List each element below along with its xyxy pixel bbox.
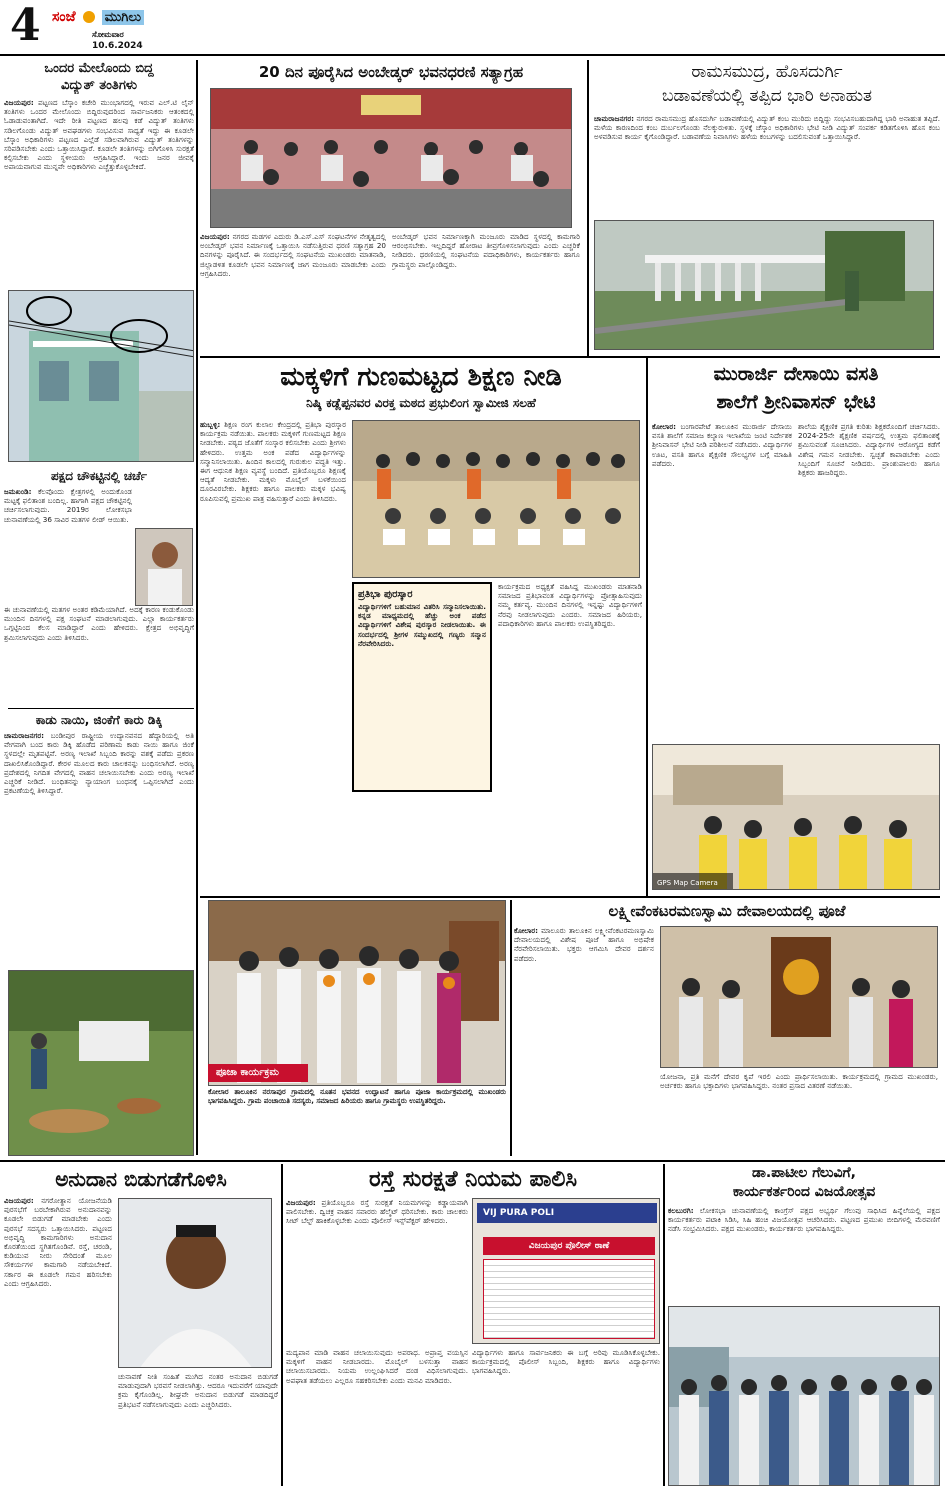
article-discussion (4, 468, 194, 708)
article-discussion-body: ಜಮಖಂಡಿ: ಕೆಲವೊಂದು ಕ್ಷೇತ್ರಗಳಲ್ಲಿ ಅಂದುಕೊಂಡ ಮಟ್ಟಕ್ಕೆ ಫಲಿತಾಂಶ ಬಂದಿಲ್ಲ. ಹಾಗಾಗಿ ಪಕ್ಷದ ಚೌಕಟ್ಟಿನಲ್ಲಿ ಚರ್ಚಿಸಲಾಗುವುದು. 2019ರ ಲೋಕಸಭಾ ಚುನಾವಣೆಯಲ್ಲಿ 36 ಸಾವಿರ ಮತಗಳ ಲೀಡ್ ಆಯಿತು. (4, 487, 132, 524)
photo-house-wires (8, 290, 194, 462)
divider (0, 1160, 945, 1162)
photo-temple (660, 926, 938, 1068)
masthead-day: ಸೋಮವಾರ (92, 30, 124, 39)
article-grant-title: ಅನುದಾನ ಬಿಡುಗಡೆಗೊಳಿಸಿ (55, 1167, 227, 1191)
article-patil-title: ಡಾ.ಪಾಟೀಲ ಗೆಲುವಿಗೆ, (752, 1165, 856, 1181)
article-road-body: ವಿಜಯಪುರ: ಪ್ರತಿಯೊಬ್ಬರೂ ರಸ್ತೆ ಸುರಕ್ಷತೆ ನಿಯಮಗಳನ್ನು ಕಡ್ಡಾಯವಾಗಿ ಪಾಲಿಸಬೇಕು. ದ್ವಿಚಕ್ರ ವಾಹನ ಸವಾರರು ಹೆಲ್ಮೆಟ್ ಧರಿಸಬೇಕು. ಕಾರು ಚಾಲಕರು ಸೀಟ್ ಬೆಲ್ಟ್ ಹಾಕಿಕೊಳ್ಳಬೇಕು ಎಂದು ಪೊಲೀಸ್ ಇನ್ಸ್‌ಪೆಕ್ಟರ್ ಹೇಳಿದರು. (286, 1198, 468, 1226)
photo-leader-portrait (118, 1198, 272, 1368)
article-hostel (652, 360, 940, 890)
police-banner-list (483, 1259, 655, 1339)
article-wire-title: ಒಂದರ ಮೇಲೊಂದು ಬಿದ್ದ (44, 61, 154, 76)
article-education-body: ಹುಬ್ಬಳ್ಳಿ: ಶಿಕ್ಷಣ ರಂಗ ಕುಲಾಲ ಕೇಂದ್ರದಲ್ಲಿ ಪ್ರತಿಭಾ ಪುರಸ್ಕಾರ ಕಾರ್ಯಕ್ರಮ ನಡೆಯಿತು. ಪಾಲಕರು ಮಕ್ಕಳಿಗೆ ಗುಣಮಟ್ಟದ ಶಿಕ್ಷಣ ನೀಡಬೇಕು. ಪಠ್ಯದ ಜೊತೆಗೆ ಸಂಸ್ಕಾರ ಕಲಿಸಬೇಕು ಎಂದು ಶ್ರೀಗಳು ಹೇಳಿದರು. ಉತ್ತಮ ಅಂಕ ಪಡೆದ ವಿದ್ಯಾರ್ಥಿಗಳನ್ನು ಸನ್ಮಾನಿಸಲಾಯಿತು. ಹಿಂದಿನ ಕಾಲದಲ್ಲಿ ಗುರುಕುಲ ಪದ್ಧತಿ ಇತ್ತು. ಈಗ ಆಧುನಿಕ ಶಿಕ್ಷಣ ವ್ಯವಸ್ಥೆ ಬಂದಿದೆ. ಪ್ರತಿಯೊಬ್ಬರೂ ಶಿಕ್ಷಣಕ್ಕೆ ಆದ್ಯತೆ ನೀಡಬೇಕು. ಮಕ್ಕಳು ಮೊಬೈಲ್ ಬಳಕೆಯಿಂದ ದೂರವಿರಬೇಕು. ಶಿಕ್ಷಕರು ಹಾಗೂ ಪಾಲಕರು ಮಕ್ಕಳ ಭವಿಷ್ಯ ರೂಪಿಸುವಲ್ಲಿ ಪ್ರಮುಖ ಪಾತ್ರ ವಹಿಸುತ್ತಾರೆ ಎಂದು ತಿಳಿಸಿದರು. (200, 420, 346, 503)
photo-car-animals (8, 970, 194, 1156)
article-ramasamudra-title: ರಾಮಸಮುದ್ರ, ಹೊಸದುರ್ಗಿ (691, 62, 843, 82)
article-education-subtitle: ನಿಷ್ಕಿ ಕಡ್ಲೆಪ್ಪನವರ ವಿರಕ್ತ ಮಠದ ಪ್ರಭುಲಿಂಗ ಸ್ವಾಮೀಜಿ ಸಲಹೆ (306, 396, 536, 410)
article-patil-body: ಕಲಬುರಗಿ: ಲೋಕಸಭಾ ಚುನಾವಣೆಯಲ್ಲಿ ಕಾಂಗ್ರೆಸ್ ಪಕ್ಷದ ಅಭ್ಯರ್ಥಿ ಗೆಲುವು ಸಾಧಿಸಿದ ಹಿನ್ನೆಲೆಯಲ್ಲಿ ಪಕ್ಷದ ಕಾರ್ಯಕರ್ತರು ಪಟಾಕಿ ಸಿಡಿಸಿ, ಸಿಹಿ ಹಂಚಿ ವಿಜಯೋತ್ಸವ ಆಚರಿಸಿದರು. ಪಟ್ಟಣದ ಪ್ರಮುಖ ಬೀದಿಗಳಲ್ಲಿ ಮೆರವಣಿಗೆ ನಡೆಸಿ ಸಂಭ್ರಮಿಸಿದರು. ಪಕ್ಷದ ಮುಖಂಡರು, ಕಾರ್ಯಕರ್ತರು ಭಾಗವಹಿಸಿದ್ದರು. (668, 1206, 940, 1234)
education-highlight-box (352, 582, 492, 792)
masthead (0, 0, 945, 56)
article-road-body-3: ವಿದ್ಯಾರ್ಥಿಗಳು ಹಾಗೂ ಸಾರ್ವಜನಿಕರು ಈ ಬಗ್ಗೆ ಅರಿವು ಮೂಡಿಸಿಕೊಳ್ಳಬೇಕು. ಕಾರ್ಯಕ್ರಮದಲ್ಲಿ ಪೊಲೀಸ್ ಸಿಬ್ಬಂದಿ, ಶಿಕ್ಷಕರು ಹಾಗೂ ವಿದ್ಯಾರ್ಥಿಗಳು ಭಾಗವಹಿಸಿದ್ದರು. (472, 1348, 660, 1376)
article-ramasamudra (594, 60, 940, 356)
column-divider (587, 60, 589, 356)
divider (200, 356, 940, 358)
masthead-rule (0, 54, 945, 56)
article-grant-body-2: ಚುನಾವಣೆ ನೀತಿ ಸಂಹಿತೆ ಮುಗಿದ ನಂತರ ಅನುದಾನ ಬಿಡುಗಡೆ ಮಾಡುವುದಾಗಿ ಭರವಸೆ ನೀಡಲಾಗಿತ್ತು. ಆದರೂ ಇದುವರೆಗೆ ಯಾವುದೇ ಕ್ರಮ ಕೈಗೊಂಡಿಲ್ಲ. ಶೀಘ್ರವೇ ಅನುದಾನ ಬಿಡುಗಡೆ ಮಾಡದಿದ್ದರೆ ಪ್ರತಿಭಟನೆ ನಡೆಸಲಾಗುವುದು ಎಂದು ಎಚ್ಚರಿಸಿದರು. (118, 1372, 278, 1409)
police-banner-heading: ವಿಜಯಪುರ ಪೊಲೀಸ್ ಠಾಣೆ (483, 1237, 655, 1255)
police-sign (477, 1203, 657, 1223)
article-wire (4, 60, 194, 288)
article-road-title: ರಸ್ತೆ ಸುರಕ್ಷತೆ ನಿಯಮ ಪಾಲಿಸಿ (368, 1167, 578, 1192)
pooja-banner (208, 1064, 308, 1082)
highlight-box-body: ವಿದ್ಯಾರ್ಥಿಗಳಿಗೆ ಬಹುಮಾನ ವಿತರಿಸಿ ಸನ್ಮಾನಿಸಲಾಯಿತು. ಕನ್ನಡ ಮಾಧ್ಯಮದಲ್ಲಿ ಹೆಚ್ಚು ಅಂಕ ಪಡೆದ ವಿದ್ಯಾರ್ಥಿಗಳಿಗೆ ವಿಶೇಷ ಪುರಸ್ಕಾರ ನೀಡಲಾಯಿತು. ಈ ಸಂದರ್ಭದಲ್ಲಿ ಶ್ರೀಗಳ ಸಮ್ಮುಖದಲ್ಲಿ ಗಣ್ಯರು ಸನ್ಮಾನ ನೆರವೇರಿಸಿದರು. (358, 602, 486, 648)
column-divider (281, 1164, 283, 1486)
article-wire-body: ವಿಜಯಪುರ: ಪಟ್ಟಣದ ಬೆಸ್ಕಾಂ ಕಚೇರಿ ಮುಂಭಾಗದಲ್ಲಿ ಇರುವ ಎಲ್.ಟಿ ಲೈನ್ ತಂತಿಗಳು ಒಂದರ ಮೇಲೊಂದು ಬಿದ್ದಿರುವುದರಿಂದ ಸಾರ್ವಜನಿಕರು ಆತಂಕದಲ್ಲಿ ಓಡಾಡುವಂತಾಗಿದೆ. ಇದೇ ರೀತಿ ಪಟ್ಟಣದ ಹಲವು ಕಡೆ ವಿದ್ಯುತ್ ತಂತಿಗಳು ಸಡಿಲಗೊಂಡು ವಿದ್ಯುತ್ ಅವಘಡಗಳು ಸಂಭವಿಸುವ ಸಾಧ್ಯತೆ ಇದ್ದು ಈ ಕೂಡಲೇ ಬೆಸ್ಕಾಂ ಅಧಿಕಾರಿಗಳು ಪಟ್ಟಣದ ಎಲ್ಲೆಡೆ ಸಡಿಲವಾಗಿರುವ ವಿದ್ಯುತ್ ತಂತಿಗಳನ್ನು ಸರಿಪಡಿಸಬೇಕು ಎಂದು ಒತ್ತಾಯಿಸಿದ್ದಾರೆ. ಕೂಡಲೇ ತಂತಿಗಳನ್ನು ಬಿಗಿಗೊಳಿಸಿ ಸುರಕ್ಷತೆ ಕಲ್ಪಿಸಬೇಕು ಎಂದು ಸ್ಥಳೀಯರು ಆಗ್ರಹಿಸಿದ್ದಾರೆ. ಇಂದು ಜನರ ಜೀವಕ್ಕೆ ಅಪಾಯವಾಗುವ ಮುನ್ನವೇ ಅಧಿಕಾರಿಗಳು ಎಚ್ಚೆತ್ತುಕೊಳ್ಳಬೇಕಿದೆ. (4, 98, 194, 172)
pooja-banner-label: ಪೂಜಾ ಕಾರ್ಯಕ್ರಮ (216, 1067, 279, 1078)
brand-name-2: ಮುಗಿಲು (102, 10, 144, 25)
divider (8, 708, 194, 709)
article-satyagraha-title: 20 ದಿನ ಪೂರೈಸಿದ ಅಂಬೇಡ್ಕರ್ ಭವನಧರಣಿ ಸತ್ಯಾಗ್ರಹ (258, 63, 524, 81)
article-satyagraha-body-2: ಅಂಬೇಡ್ಕರ್ ಭವನ ನಿರ್ಮಾಣಕ್ಕಾಗಿ ಮಂಜೂರು ಮಾಡಿದ ಸ್ಥಳದಲ್ಲಿ ಕಾಮಗಾರಿ ಆರಂಭಿಸಬೇಕು. ಇಲ್ಲದಿದ್ದರೆ ಹೋರಾಟ ತೀವ್ರಗೊಳಿಸಲಾಗುವುದು ಎಂದು ಎಚ್ಚರಿಕೆ ನೀಡಿದರು. ಧರಣಿಯಲ್ಲಿ ಸಂಘಟನೆಯ ಪದಾಧಿಕಾರಿಗಳು, ಕಾರ್ಯಕರ್ತರು ಹಾಗೂ ಗ್ರಾಮಸ್ಥರು ಪಾಲ್ಗೊಂಡಿದ್ದರು. (392, 232, 580, 269)
masthead-date: 10.6.2024 (92, 41, 143, 51)
article-wire-title-2: ವಿದ್ಯುತ್ ತಂತಿಗಳು (60, 78, 138, 93)
article-satyagraha (200, 60, 582, 350)
article-ramasamudra-title-2: ಬಡಾವಣೆಯಲ್ಲಿ ತಪ್ಪಿದ ಭಾರಿ ಅನಾಹುತ (662, 86, 872, 106)
police-sign-part-2: PURA POLI (499, 1208, 555, 1218)
column-divider (196, 60, 198, 1155)
article-hostel-body-2: ಶಾಲೆಯ ಶೈಕ್ಷಣಿಕ ಪ್ರಗತಿ ಕುರಿತು ಶಿಕ್ಷಕರೊಂದಿಗೆ ಚರ್ಚಿಸಿದರು. 2024-25ನೇ ಶೈಕ್ಷಣಿಕ ವರ್ಷದಲ್ಲಿ ಉತ್ತಮ ಫಲಿತಾಂಶಕ್ಕೆ ಶ್ರಮಿಸುವಂತೆ ಸೂಚಿಸಿದರು. ವಿದ್ಯಾರ್ಥಿಗಳ ಆರೋಗ್ಯದ ಕಡೆಗೆ ವಿಶೇಷ ಗಮನ ನೀಡಬೇಕು. ಸ್ವಚ್ಛತೆ ಕಾಪಾಡಬೇಕು ಎಂದು ಸಿಬ್ಬಂದಿಗೆ ಸೂಚನೆ ನೀಡಿದರು. ಪ್ರಾಂಶುಪಾಲರು ಹಾಗೂ ಶಿಕ್ಷಕರು ಹಾಜರಿದ್ದರು. (798, 422, 940, 478)
photo-victory-crowd (668, 1306, 940, 1486)
article-lakshmi (514, 900, 940, 1156)
photo-fallen-pole (594, 220, 934, 350)
article-satyagraha-body: ವಿಜಯಪುರ: ನಗರದ ಮಡಗಳ ಎದುರು ಡಿ.ಎಸ್.ಎಸ್ ಸಂಘಟನೆಗಳ ನೇತೃತ್ವದಲ್ಲಿ ಅಂಬೇಡ್ಕರ್ ಭವನ ನಿರ್ಮಾಣಕ್ಕೆ ಒತ್ತಾಯಿಸಿ ನಡೆಸುತ್ತಿರುವ ಧರಣಿ ಸತ್ಯಾಗ್ರಹ 20 ದಿನಗಳನ್ನು ಪೂರೈಸಿದೆ. ಈ ಸಂದರ್ಭದಲ್ಲಿ ಸಂಘಟನೆಯ ಮುಖಂಡರು ಮಾತನಾಡಿ, ಜಿಲ್ಲಾಡಳಿತ ಕೂಡಲೇ ಭವನ ನಿರ್ಮಾಣಕ್ಕೆ ಜಾಗ ಮಂಜೂರು ಮಾಡಬೇಕು ಎಂದು ಆಗ್ರಹಿಸಿದರು. (200, 232, 386, 278)
article-discussion-title: ಪಕ್ಷದ ಚೌಕಟ್ಟಿನಲ್ಲಿ ಚರ್ಚೆ (51, 469, 147, 483)
article-dog-title: ಕಾಡು ನಾಯಿ, ಜಿಂಕೆಗೆ ಕಾರು ಡಿಕ್ಕಿ (35, 713, 163, 727)
article-hostel-title: ಮುರಾರ್ಜಿ ದೇಸಾಯಿ ವಸತಿ (713, 363, 879, 385)
article-dog-body: ಚಾಮರಾಜನಗರ: ಬಂಡೀಪುರ ರಾಷ್ಟ್ರೀಯ ಉದ್ಯಾನವನದ ಹೆದ್ದಾರಿಯಲ್ಲಿ ಅತಿ ವೇಗವಾಗಿ ಬಂದ ಕಾರು ಡಿಕ್ಕಿ ಹೊಡೆದ ಪರಿಣಾಮ ಕಾಡು ನಾಯಿ ಹಾಗೂ ಜಿಂಕೆ ಸ್ಥಳದಲ್ಲೇ ಮೃತಪಟ್ಟಿವೆ. ಅರಣ್ಯ ಇಲಾಖೆ ಸಿಬ್ಬಂದಿ ಕಾರನ್ನು ವಶಕ್ಕೆ ಪಡೆದು ಪ್ರಕರಣ ದಾಖಲಿಸಿಕೊಂಡಿದ್ದಾರೆ. ಕೇರಳ ಮೂಲದ ಕಾರು ಚಾಲಕನನ್ನು ಬಂಧಿಸಲಾಗಿದೆ. ಅರಣ್ಯ ಪ್ರದೇಶದಲ್ಲಿ ನಿಗದಿತ ವೇಗದಲ್ಲಿ ವಾಹನ ಚಲಾಯಿಸಬೇಕು ಎಂದು ಅರಣ್ಯ ಇಲಾಖೆ ಎಚ್ಚರಿಕೆ ನೀಡಿದೆ. ಬಂಧಿತನನ್ನು ನ್ಯಾಯಾಂಗ ಬಂಧನಕ್ಕೆ ಒಪ್ಪಿಸಲಾಗಿದೆ ಎಂದು ಪ್ರಕಟಣೆಯಲ್ಲಿ ತಿಳಿಸಿದ್ದಾರೆ. (4, 731, 194, 796)
police-sign-part-1: VIJ (483, 1208, 497, 1218)
column-divider (510, 900, 512, 1156)
article-education-body-2: ಕಾರ್ಯಕ್ರಮದ ಅಧ್ಯಕ್ಷತೆ ವಹಿಸಿದ್ದ ಮುಖಂಡರು ಮಾತನಾಡಿ ಸಮಾಜದ ಪ್ರತಿಭಾವಂತ ವಿದ್ಯಾರ್ಥಿಗಳನ್ನು ಪ್ರೋತ್ಸಾಹಿಸುವುದು ನಮ್ಮ ಕರ್ತವ್ಯ. ಮುಂದಿನ ದಿನಗಳಲ್ಲಿ ಇನ್ನಷ್ಟು ವಿದ್ಯಾರ್ಥಿಗಳಿಗೆ ನೆರವು ನೀಡಲಾಗುವುದು ಎಂದರು. ಸಮಾಜದ ಹಿರಿಯರು, ಪದಾಧಿಕಾರಿಗಳು ಹಾಗೂ ಪಾಲಕರು ಉಪಸ್ಥಿತರಿದ್ದರು. (498, 582, 642, 628)
article-patil (668, 1164, 940, 1486)
highlight-box-title: ಪ್ರತಿಭಾ ಪುರಸ್ಕಾರ (358, 589, 413, 600)
article-hostel-body: ಕೋಲಾರ: ಬಂಗಾರಪೇಟೆ ತಾಲೂಕಿನ ಮುರಾರ್ಜಿ ದೇಸಾಯಿ ವಸತಿ ಶಾಲೆಗೆ ಸಮಾಜ ಕಲ್ಯಾಣ ಇಲಾಖೆಯ ಜಂಟಿ ನಿರ್ದೇಶಕ ಶ್ರೀನಿವಾಸನ್ ಭೇಟಿ ನೀಡಿ ಪರಿಶೀಲನೆ ನಡೆಸಿದರು. ವಿದ್ಯಾರ್ಥಿಗಳ ಊಟ, ವಸತಿ ಹಾಗೂ ಶೈಕ್ಷಣಿಕ ಸೌಲಭ್ಯಗಳ ಬಗ್ಗೆ ಮಾಹಿತಿ ಪಡೆದರು. (652, 422, 792, 468)
masthead-logo (52, 6, 172, 32)
article-grant-body: ವಿಜಯಪುರ: ನಗರೋತ್ಥಾನ ಯೋಜನೆಯಡಿ ಪುರಸಭೆಗೆ ಬರಬೇಕಾಗಿರುವ ಅನುದಾನವನ್ನು ಕೂಡಲೇ ಬಿಡುಗಡೆ ಮಾಡಬೇಕು ಎಂದು ಪುರಸಭೆ ಸದಸ್ಯರು ಒತ್ತಾಯಿಸಿದರು. ಪಟ್ಟಣದ ಅಭಿವೃದ್ಧಿ ಕಾಮಗಾರಿಗಳು ಅನುದಾನ ಕೊರತೆಯಿಂದ ಸ್ಥಗಿತಗೊಂಡಿವೆ. ರಸ್ತೆ, ಚರಂಡಿ, ಕುಡಿಯುವ ನೀರು ಸೇರಿದಂತೆ ಮೂಲ ಸೌಕರ್ಯಗಳ ಕಾಮಗಾರಿ ನಡೆಯಬೇಕಿದೆ. ಸರ್ಕಾರ ಈ ಕೂಡಲೇ ಗಮನ ಹರಿಸಬೇಕು ಎಂದು ಆಗ್ರಹಿಸಿದರು. (4, 1196, 112, 1288)
photo-hostel-students (652, 744, 940, 890)
brand-name: ಸಂಜೆ (52, 9, 76, 25)
svg-text:GPS Map Camera: GPS Map Camera (657, 879, 718, 887)
article-discussion-body-2: ಈ ಚುನಾವಣೆಯಲ್ಲಿ ಮತಗಳ ಅಂತರ ಕಡಿಮೆಯಾಗಿದೆ. ಅದಕ್ಕೆ ಕಾರಣ ಕಂಡುಕೊಂಡು ಮುಂದಿನ ದಿನಗಳಲ್ಲಿ ಪಕ್ಷ ಸಂಘಟನೆ ಮಾಡಲಾಗುವುದು. ಎಲ್ಲಾ ಕಾರ್ಯಕರ್ತರು ಒಗ್ಗಟ್ಟಿನಿಂದ ಕೆಲಸ ಮಾಡಿದ್ದಾರೆ ಎಂದು ಹೇಳಿದರು. ಕ್ಷೇತ್ರದ ಅಭಿವೃದ್ಧಿಗೆ ಶ್ರಮಿಸಲಾಗುವುದು ಎಂದು ತಿಳಿಸಿದರು. (4, 605, 194, 642)
article-lakshmi-title: ಲಕ್ಷ್ಮೀವೆಂಕಟರಮಣಸ್ವಾಮಿ ದೇವಾಲಯದಲ್ಲಿ ಪೂಜೆ (608, 902, 846, 920)
article-lakshmi-body: ಕೋಲಾರ: ಮಾಲೂರು ತಾಲೂಕಿನ ಲಕ್ಷ್ಮೀವೆಂಕಟರಮಣಸ್ವಾಮಿ ದೇವಾಲಯದಲ್ಲಿ ವಿಶೇಷ ಪೂಜೆ ಹಾಗೂ ಅಭಿಷೇಕ ನೆರವೇರಿಸಲಾಯಿತು. ಭಕ್ತರು ಆಗಮಿಸಿ ದೇವರ ದರ್ಶನ ಪಡೆದರು. (514, 926, 654, 963)
article-road (286, 1164, 660, 1486)
page-number: 4 (10, 0, 41, 51)
article-education-title: ಮಕ್ಕಳಿಗೆ ಗುಣಮಟ್ಟದ ಶಿಕ್ಷಣ ನೀಡಿ (280, 362, 562, 392)
article-grant (4, 1164, 278, 1486)
photo-police-banner (472, 1198, 660, 1344)
photo-leader-speaking (135, 528, 193, 606)
article-lakshmi-body-2: ಯೋಜನಾ, ಪ್ರತಿ ಮನೆಗೆ ದೇವರ ಕೃಪೆ ಇರಲಿ ಎಂದು ಪ್ರಾರ್ಥಿಸಲಾಯಿತು. ಕಾರ್ಯಕ್ರಮದಲ್ಲಿ ಗ್ರಾಮದ ಮುಖಂಡರು, ಅರ್ಚಕರು ಹಾಗೂ ಭಕ್ತಾದಿಗಳು ಭಾಗವಹಿಸಿದ್ದರು. ನಂತರ ಪ್ರಸಾದ ವಿತರಣೆ ನಡೆಯಿತು. (660, 1072, 938, 1091)
article-hostel-title-2: ಶಾಲೆಗೆ ಶ್ರೀನಿವಾಸನ್ ಭೇಟಿ (716, 391, 876, 413)
photo-pooja-group (208, 900, 506, 1086)
article-patil-title-2: ಕಾರ್ಯಕರ್ತರಿಂದ ವಿಜಯೋತ್ಸವ (732, 1184, 876, 1200)
article-education (200, 360, 642, 892)
sun-icon (83, 11, 95, 23)
column-divider (663, 1164, 665, 1486)
photo-protesters-tent (210, 88, 572, 228)
article-ramasamudra-body: ಚಾಮರಾಜನಗರ: ನಗರದ ರಾಮಸಮುದ್ರ ಹೊಸದುರ್ಗಿ ಬಡಾವಣೆಯಲ್ಲಿ ವಿದ್ಯುತ್ ಕಂಬ ಮುರಿದು ಬಿದ್ದಿದ್ದು ಸಂಭವಿಸಬಹುದಾಗಿದ್ದ ಭಾರಿ ಅನಾಹುತ ತಪ್ಪಿದೆ. ಮಳೆಯ ಕಾರಣದಿಂದ ಕಂಬ ದುರ್ಬಲಗೊಂಡು ನೆಲಕ್ಕುರುಳಿತು. ಸ್ಥಳಕ್ಕೆ ಚೆಸ್ಕಾಂ ಅಧಿಕಾರಿಗಳು ಭೇಟಿ ನೀಡಿ ವಿದ್ಯುತ್ ಸಂಪರ್ಕ ಕಡಿತಗೊಳಿಸಿ ಹೊಸ ಕಂಬ ಅಳವಡಿಸುವ ಕಾರ್ಯ ಕೈಗೊಂಡಿದ್ದಾರೆ. ಬಡಾವಣೆಯ ನಿವಾಸಿಗಳು ಹಳೆಯ ಕಂಬಗಳನ್ನು ಬದಲಿಸುವಂತೆ ಒತ್ತಾಯಿಸಿದ್ದಾರೆ. (594, 114, 940, 142)
column-divider (646, 358, 648, 898)
article-road-body-2: ಮದ್ಯಪಾನ ಮಾಡಿ ವಾಹನ ಚಲಾಯಿಸುವುದು ಅಪರಾಧ. ಅಪ್ರಾಪ್ತ ವಯಸ್ಸಿನ ಮಕ್ಕಳಿಗೆ ವಾಹನ ನೀಡಬಾರದು. ಮೊಬೈಲ್ ಬಳಸುತ್ತಾ ವಾಹನ ಚಲಾಯಿಸಬಾರದು. ನಿಯಮ ಉಲ್ಲಂಘಿಸಿದರೆ ದಂಡ ವಿಧಿಸಲಾಗುವುದು. ಅಪಘಾತ ತಡೆಯಲು ಎಲ್ಲರೂ ಸಹಕರಿಸಬೇಕು ಎಂದು ಮನವಿ ಮಾಡಿದರು. (286, 1348, 468, 1385)
divider (200, 896, 940, 898)
pooja-caption: ಕೋಲಾರ ತಾಲೂಕಿನ ನರಸಾಪುರ ಗ್ರಾಮದಲ್ಲಿ ನೂತನ ಭವನದ ಉದ್ಘಾಟನೆ ಹಾಗೂ ಪೂಜಾ ಕಾರ್ಯಕ್ರಮದಲ್ಲಿ ಮುಖಂಡರು ಭಾಗವಹಿಸಿದ್ದರು. ಗ್ರಾಮ ಪಂಚಾಯಿತಿ ಸದಸ್ಯರು, ಸಮಾಜದ ಹಿರಿಯರು ಹಾಗೂ ಗ್ರಾಮಸ್ಥರು ಉಪಸ್ಥಿತರಿದ್ದರು. (208, 1088, 506, 1105)
photo-award-ceremony (352, 420, 640, 578)
article-dog (4, 712, 194, 968)
